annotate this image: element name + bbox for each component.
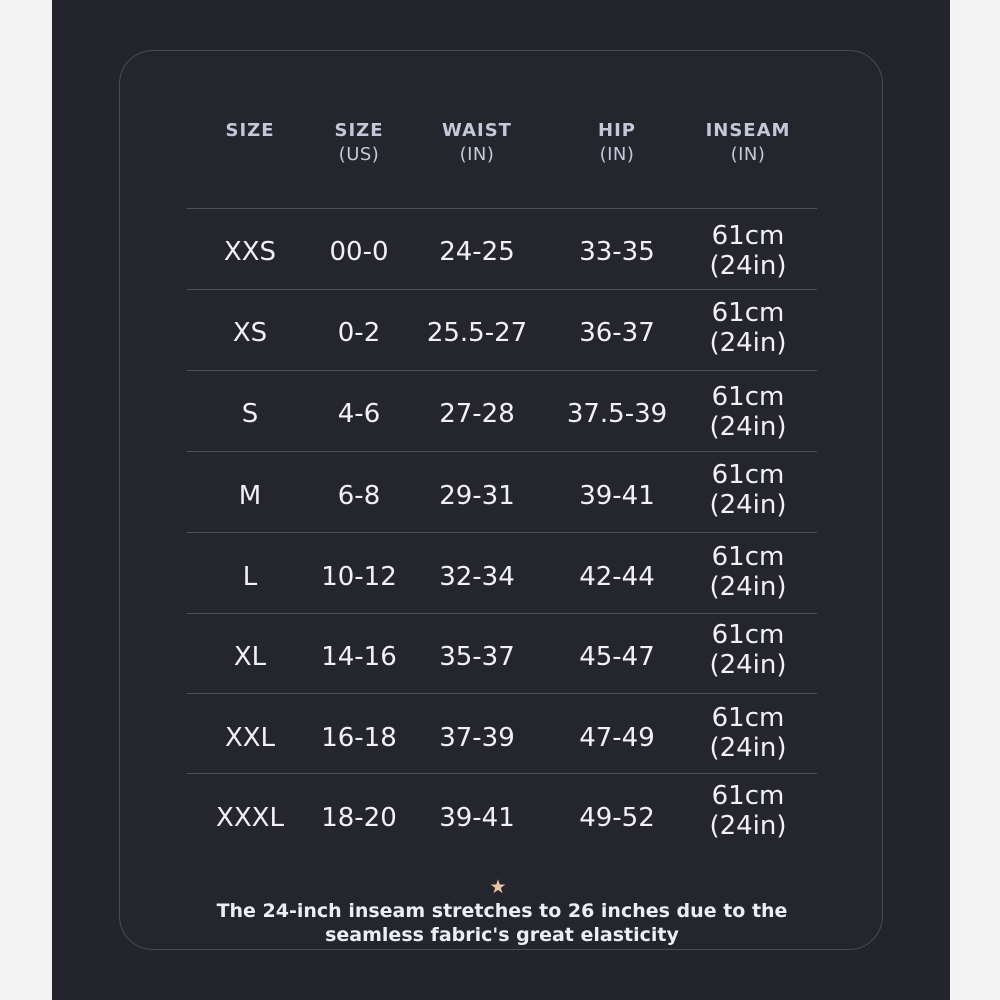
cell-size: XL — [233, 642, 267, 672]
header-waist — [407, 119, 547, 167]
cell-inseam-cm: 61cm — [711, 542, 785, 572]
cell-hip: 42-44 — [579, 562, 655, 592]
header-hip — [547, 119, 687, 167]
cell-size: S — [241, 399, 259, 429]
cell-inseam-in: (24in) — [709, 733, 787, 763]
note-line-1-text: The 24-inch inseam stretches to 26 inches due to the — [216, 900, 788, 922]
cell-waist: 37-39 — [439, 723, 515, 753]
cell-size: XXXL — [216, 803, 284, 833]
cell-inseam-cm: 61cm — [711, 382, 785, 412]
cell-inseam — [668, 221, 828, 281]
cell-inseam-cm: 61cm — [711, 781, 785, 811]
cell-size: XXL — [224, 723, 276, 753]
header-size-us-unit: (US) — [338, 144, 380, 165]
cell-size-us: 18-20 — [321, 803, 397, 833]
cell-hip: 39-41 — [579, 481, 655, 511]
cell-waist: 25.5-27 — [426, 318, 528, 348]
cell-size-us: 14-16 — [321, 642, 397, 672]
row-divider — [187, 370, 817, 371]
note-line-2: seamless fabric's great elasticity — [325, 924, 679, 946]
cell-inseam-in: (24in) — [709, 328, 787, 358]
cell-size-us: 4-6 — [337, 399, 381, 429]
row-divider — [187, 693, 817, 694]
cell-size: XS — [232, 318, 268, 348]
cell-size-us: 00-0 — [329, 237, 389, 267]
cell-inseam — [668, 542, 828, 602]
header-hip-unit: (IN) — [599, 144, 635, 165]
cell-inseam — [668, 382, 828, 442]
cell-hip: 36-37 — [579, 318, 655, 348]
cell-hip: 37.5-39 — [566, 399, 668, 429]
cell-size-us: 0-2 — [337, 318, 381, 348]
cell-waist: 32-34 — [439, 562, 515, 592]
row-divider — [187, 289, 817, 290]
size-chart-card — [119, 50, 883, 950]
header-hip-label: HIP — [598, 120, 636, 141]
note-line-1 — [120, 875, 884, 923]
header-inseam — [678, 119, 818, 167]
cell-inseam — [668, 703, 828, 763]
header-size-us-label: SIZE — [334, 120, 384, 141]
star-icon: ★ — [489, 876, 507, 898]
cell-inseam-in: (24in) — [709, 490, 787, 520]
cell-size-us: 10-12 — [321, 562, 397, 592]
row-divider — [187, 532, 817, 533]
cell-size: XXS — [223, 237, 277, 267]
cell-inseam-in: (24in) — [709, 572, 787, 602]
cell-inseam-cm: 61cm — [711, 703, 785, 733]
cell-inseam — [668, 781, 828, 841]
cell-inseam-in: (24in) — [709, 412, 787, 442]
cell-inseam-in: (24in) — [709, 650, 787, 680]
cell-waist: 27-28 — [439, 399, 515, 429]
header-inseam-unit: (IN) — [730, 144, 766, 165]
row-divider — [187, 451, 817, 452]
elasticity-note — [120, 875, 884, 947]
cell-size: L — [242, 562, 258, 592]
cell-hip: 33-35 — [579, 237, 655, 267]
row-divider — [187, 773, 817, 774]
cell-inseam-cm: 61cm — [711, 221, 785, 251]
cell-hip: 47-49 — [579, 723, 655, 753]
cell-inseam — [668, 298, 828, 358]
header-inseam-label: INSEAM — [705, 120, 791, 141]
cell-inseam-cm: 61cm — [711, 460, 785, 490]
size-chart-panel — [52, 0, 950, 1000]
header-size-label: SIZE — [225, 120, 275, 141]
cell-inseam-in: (24in) — [709, 251, 787, 281]
header-waist-label: WAIST — [442, 120, 512, 141]
cell-inseam — [668, 460, 828, 520]
cell-size: M — [238, 481, 262, 511]
cell-waist: 39-41 — [439, 803, 515, 833]
cell-waist: 35-37 — [439, 642, 515, 672]
cell-waist: 29-31 — [439, 481, 515, 511]
cell-inseam-in: (24in) — [709, 811, 787, 841]
row-divider — [187, 613, 817, 614]
cell-inseam-cm: 61cm — [711, 298, 785, 328]
cell-inseam-cm: 61cm — [711, 620, 785, 650]
header-waist-unit: (IN) — [459, 144, 495, 165]
cell-inseam — [668, 620, 828, 680]
cell-size-us: 16-18 — [321, 723, 397, 753]
header-divider — [187, 208, 817, 209]
cell-size-us: 6-8 — [337, 481, 381, 511]
cell-waist: 24-25 — [439, 237, 515, 267]
cell-hip: 45-47 — [579, 642, 655, 672]
cell-hip: 49-52 — [579, 803, 655, 833]
